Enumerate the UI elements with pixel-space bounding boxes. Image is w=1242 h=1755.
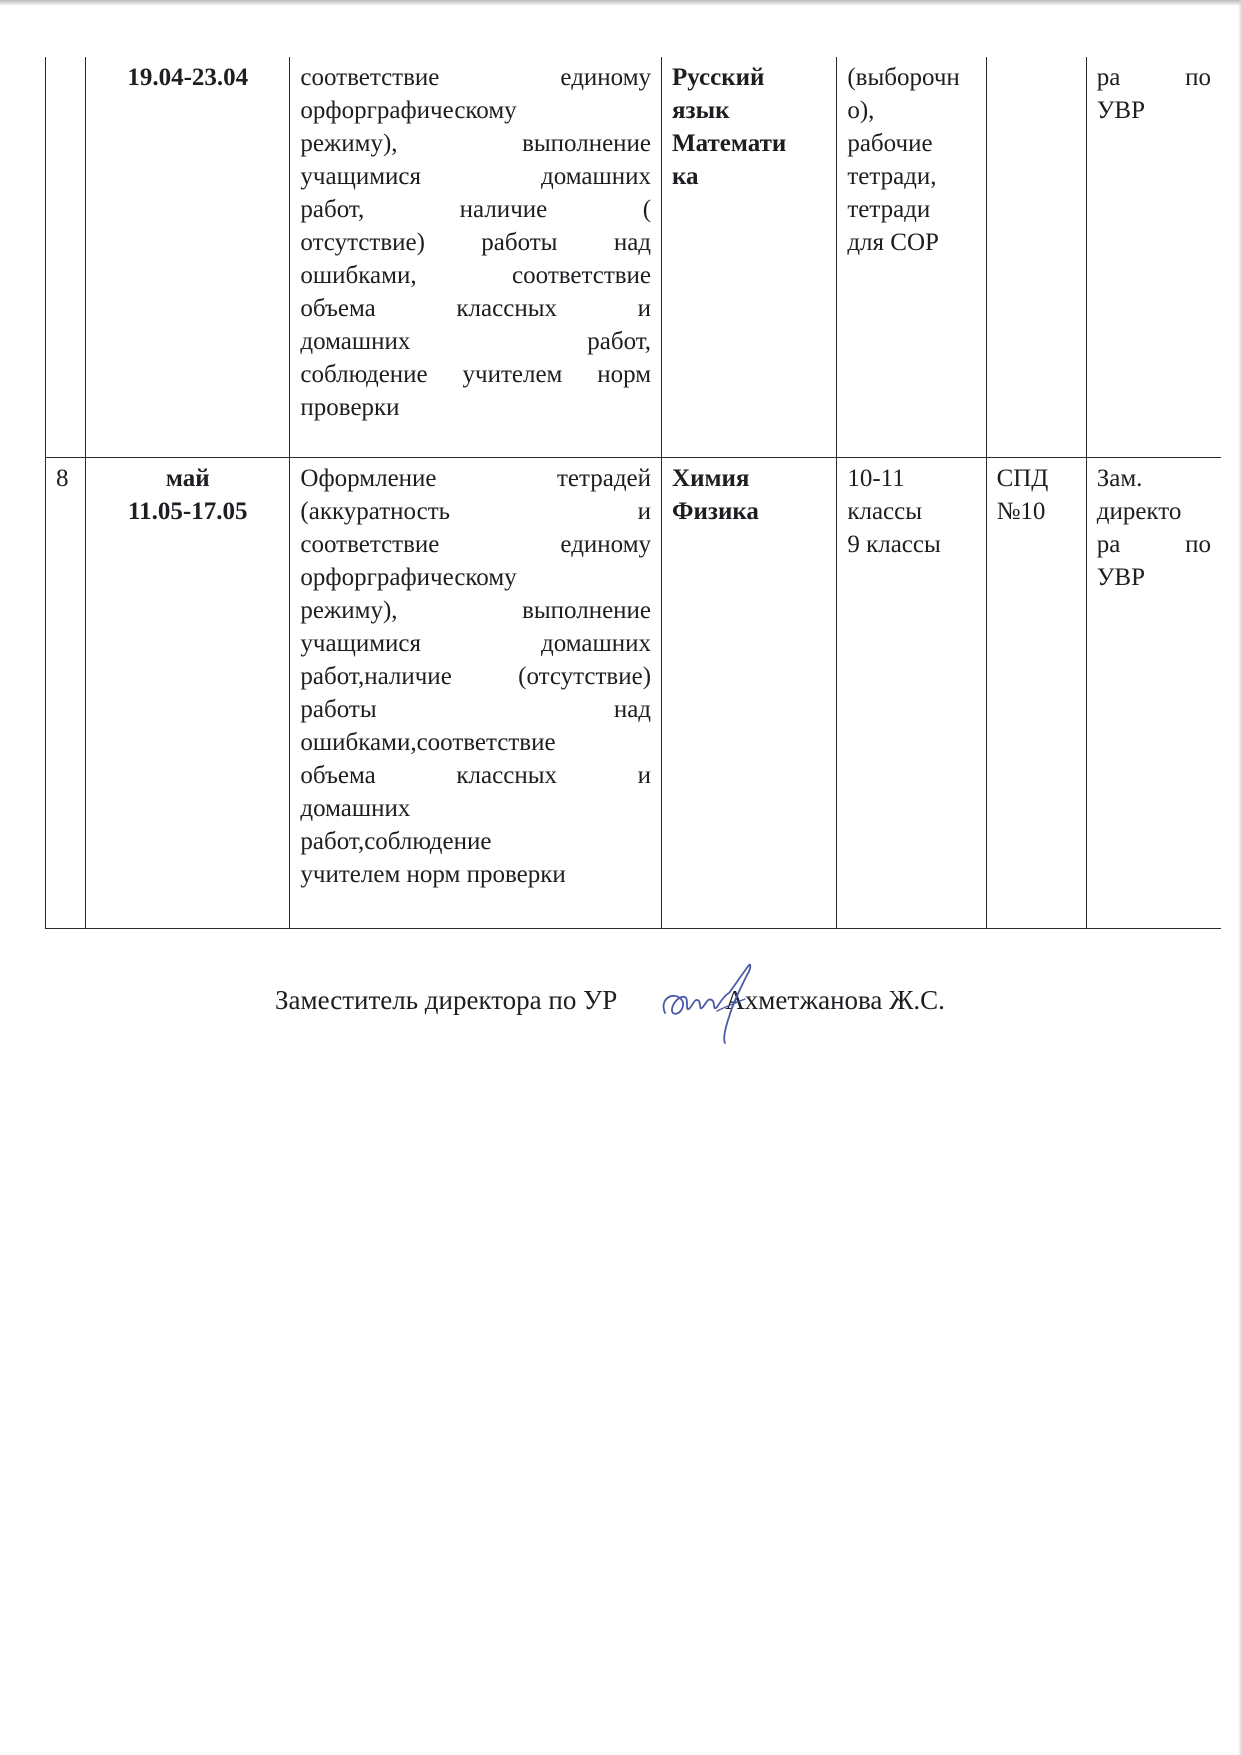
- description-line: орфорграфическому: [300, 97, 517, 124]
- description-line: (аккуратность и: [300, 498, 652, 525]
- row-number: 8: [56, 465, 69, 492]
- responsible-line: ра по: [1096, 531, 1211, 558]
- description-line: режиму), выполнение: [300, 130, 652, 157]
- description-line: домашних: [300, 795, 411, 822]
- description-line: работы над: [300, 696, 652, 723]
- description-line: учителем норм проверки: [300, 861, 566, 888]
- description-line: ошибками,соответствие: [300, 729, 556, 756]
- description-line: объема классных и: [300, 295, 652, 322]
- subject-cell: [662, 458, 837, 929]
- signature-line: [275, 983, 945, 1017]
- responsible-line: ра по: [1096, 64, 1211, 91]
- description-line: соответствие единому: [300, 531, 652, 558]
- description-line: орфорграфическому: [300, 564, 517, 591]
- responsible-cell: [1086, 458, 1221, 929]
- responsible-line: директо: [1096, 498, 1182, 525]
- classes-line: рабочие: [847, 130, 933, 157]
- plan-table: [45, 57, 1221, 929]
- classes-line: 10-11: [847, 465, 905, 492]
- subject-line: ка: [672, 163, 699, 190]
- classes-line: тетради: [847, 196, 931, 223]
- responsible-cell: [1086, 57, 1221, 458]
- classes-line: (выборочн: [847, 64, 960, 91]
- row-dates: 11.05-17.05: [128, 498, 248, 525]
- date-cell: [86, 57, 290, 458]
- subject-line: Физика: [672, 498, 759, 525]
- classes-line: классы: [847, 498, 923, 525]
- subject-cell: [662, 57, 837, 458]
- classes-line: для СОР: [847, 229, 939, 256]
- document-line: №10: [996, 498, 1046, 525]
- description-line: учащимися домашних: [300, 163, 652, 190]
- date-cell: [86, 458, 290, 929]
- description-line: отсутствие) работы над: [300, 229, 652, 256]
- description-line: учащимися домашних: [300, 630, 652, 657]
- subject-line: Химия: [672, 465, 750, 492]
- classes-cell: [837, 57, 986, 458]
- description-line: объема классных и: [300, 762, 652, 789]
- scan-edge-top: [0, 0, 1242, 6]
- document-cell: [986, 458, 1086, 929]
- classes-line: о),: [847, 97, 875, 124]
- responsible-line: Зам.: [1096, 465, 1143, 492]
- description-line: режиму), выполнение: [300, 597, 652, 624]
- row-dates: 19.04-23.04: [127, 64, 249, 91]
- description-line: Оформление тетрадей: [300, 465, 652, 492]
- description-cell: [290, 57, 662, 458]
- description-line: домашних работ,: [300, 328, 652, 355]
- description-line: проверки: [300, 394, 400, 421]
- responsible-line: УВР: [1096, 97, 1146, 124]
- classes-line: тетради,: [847, 163, 937, 190]
- classes-cell: [837, 458, 986, 929]
- row-number-cell: [46, 57, 86, 458]
- description-line: соблюдение учителем норм: [300, 361, 652, 388]
- description-cell: [290, 458, 662, 929]
- table-row: [46, 57, 1222, 458]
- subject-line: язык: [672, 97, 730, 124]
- document-line: СПД: [996, 465, 1049, 492]
- scan-edge-right: [1238, 0, 1242, 1755]
- subject-line: Русский: [672, 64, 765, 91]
- row-month: май: [165, 465, 210, 492]
- classes-line: 9 классы: [847, 531, 941, 558]
- signer-name: Ахметжанова Ж.С.: [725, 985, 945, 1015]
- description-line: работ,наличие (отсутствие): [300, 663, 652, 690]
- description-line: работ,соблюдение: [300, 828, 492, 855]
- document-cell: [986, 57, 1086, 458]
- signer-position: Заместитель директора по УР: [275, 985, 618, 1015]
- subject-line: Математи: [672, 130, 787, 157]
- table-row: [46, 458, 1222, 929]
- handwritten-signature: [655, 955, 770, 1045]
- responsible-line: УВР: [1096, 564, 1146, 591]
- description-line: работ, наличие (: [300, 196, 652, 223]
- description-line: ошибками, соответствие: [300, 262, 652, 289]
- description-line: соответствие единому: [300, 64, 652, 91]
- row-number-cell: [46, 458, 86, 929]
